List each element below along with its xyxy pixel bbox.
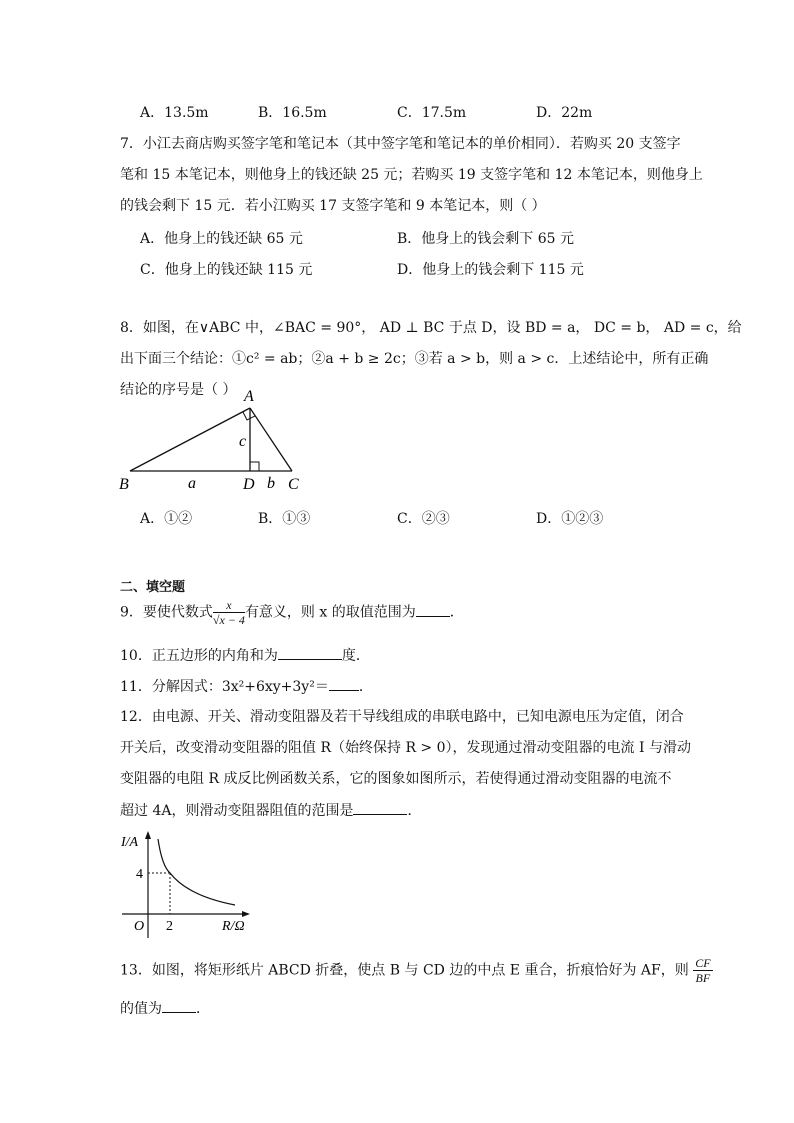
q7-option-b: B．他身上的钱会剩下 65 元 [397, 231, 575, 247]
q13-line-1: 13．如图，将矩形纸片 ABCD 折叠，使点 B 与 CD 边的中点 E 重合，折痕恰好为 AF，则 $\frac{CF}{BF}$ [120, 956, 711, 985]
q8-option-b: B．①③ [258, 511, 311, 527]
q13-answer-blank [162, 998, 196, 1013]
q7-line-2: 笔和 15 本笔记本，则他身上的钱还缺 25 元；若购买 19 支签字笔和 12 本笔记本，则他身上 [120, 167, 703, 183]
q8-option-a: A．①② [140, 511, 193, 527]
q8-option-d: D．①②③ [536, 511, 604, 527]
q11-answer-blank [329, 676, 359, 691]
label-d: D [243, 476, 255, 493]
x-tick-2: 2 [166, 919, 173, 934]
q6-option-d: D．22m [536, 105, 593, 121]
q11-line: 11．分解因式：3x²+6xy+3y²＝ ． [120, 676, 373, 697]
q12-line-2: 开关后，改变滑动变阻器的阻值 R（始终保持 R > 0），发现通过滑动变阻器的电流 I 与滑动 [120, 740, 691, 756]
q12-line-3: 变阻器的电阻 R 成反比例函数关系，它的图象如图所示，若使得通过滑动变阻器的电流不 [120, 771, 672, 787]
label-a: A [244, 388, 254, 405]
y-axis-label: I/A [121, 835, 139, 850]
q8-option-c: C．②③ [397, 511, 450, 527]
q13-fraction: $\frac{CF}{BF}$ [695, 956, 711, 985]
label-c: C [288, 476, 299, 493]
q9-line: 9．要使代数式 $\frac{x}{√x - 4}$ 有意义，则 x 的取值范围为 ． [120, 598, 464, 627]
y-axis-arrow [145, 831, 151, 839]
q10-answer-blank [278, 645, 342, 660]
origin-label: O [134, 919, 145, 934]
inverse-curve [158, 839, 235, 905]
q8-line-3: 结论的序号是（ ） [120, 382, 237, 398]
q7-option-c: C．他身上的钱还缺 115 元 [140, 262, 313, 278]
q7-option-a: A．他身上的钱还缺 65 元 [140, 231, 303, 247]
q6-option-c: C．17.5m [397, 105, 467, 121]
q7-line-3: 的钱会剩下 15 元．若小江购买 17 支签字笔和 9 本笔记本，则（ ） [120, 198, 546, 214]
right-angle-mark-d [250, 462, 259, 471]
q12-line-4: 超过 4A，则滑动变阻器阻值的范围是 ． [120, 800, 421, 821]
x-axis-arrow [242, 911, 250, 917]
side-ab [130, 408, 250, 471]
label-side-a: a [188, 475, 196, 492]
q12-answer-blank [353, 800, 407, 815]
y-tick-4: 4 [136, 867, 143, 882]
q12-line-1: 12．由电源、开关、滑动变阻器及若干导线组成的串联电路中，已知电源电压为定值，闭合 [120, 709, 684, 725]
q10-line: 10．正五边形的内角和为 度． [120, 645, 370, 666]
q9-answer-blank [416, 602, 450, 617]
label-b: B [119, 476, 129, 493]
q6-option-b: B．16.5m [258, 105, 327, 121]
q12-inverse-graph [118, 826, 256, 944]
q7-option-d: D．他身上的钱会剩下 115 元 [397, 262, 584, 278]
label-side-b: b [267, 475, 275, 492]
q8-line-2: 出下面三个结论：①c² = ab；②a + b ≥ 2c；③若 a > b，则 a > c．上述结论中，所有正确 [120, 351, 709, 367]
q8-triangle-figure [110, 382, 320, 494]
q8-line-1: 8．如图，在∨ABC 中，∠BAC = 90°， AD ⊥ BC 于点 D，设 BD = a， DC = b， AD = c，给 [120, 320, 742, 336]
x-axis-label: R/Ω [222, 919, 245, 934]
q9-fraction: $\frac{x}{√x - 4}$ [212, 598, 245, 627]
q7-line-1: 7．小江去商店购买签字笔和笔记本（其中签字笔和笔记本的单价相同）．若购买 20 支签字 [120, 136, 681, 152]
q6-option-a: A．13.5m [140, 105, 209, 121]
label-side-c: c [239, 433, 247, 450]
q13-line-2: 的值为 ． [120, 998, 210, 1019]
section-title-fill-in: 二、填空题 [120, 580, 186, 595]
